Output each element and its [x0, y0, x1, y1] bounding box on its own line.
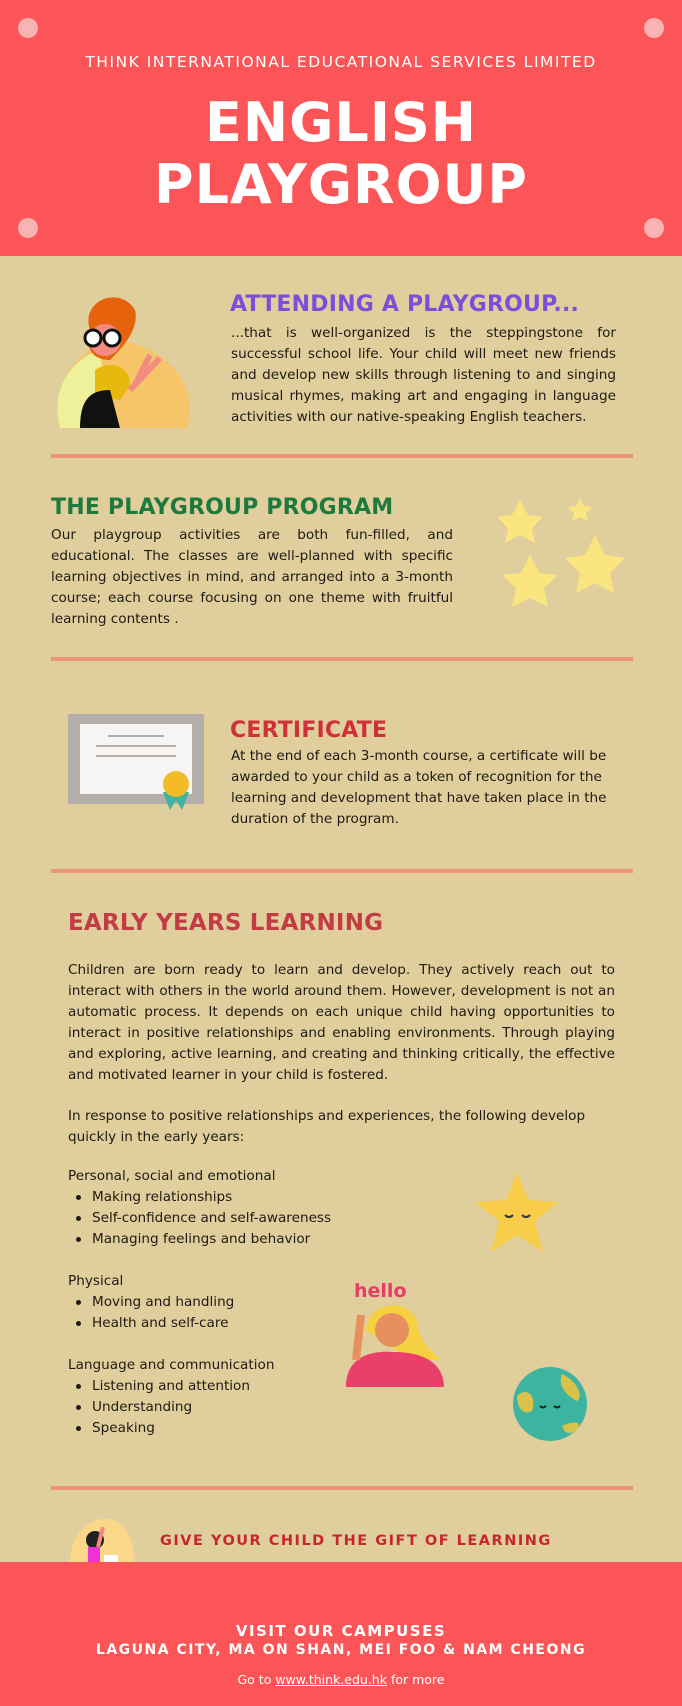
- list-item: Health and self-care: [68, 1313, 368, 1334]
- certificate-heading: CERTIFICATE: [230, 718, 388, 743]
- program-text: Our playgroup activities are both fun-filled, and educational. The classes are well-planned with specific learning objectives in mind, and arranged into a 3-month course; each course focusing on one theme with fruitful learning contents .: [51, 527, 453, 627]
- attending-text: ...that is well-organized is the steppingstone for successful school life. Your child will meet new friends and develop new skills through listening to and singing musical rhymes, making art and engaging in language activities with our native-speaking English teachers.: [231, 325, 616, 425]
- list-item: Making relationships: [68, 1187, 368, 1208]
- list-item: Moving and handling: [68, 1292, 368, 1313]
- early-years-intro: In response to positive relationships and experiences, the following develop quickly in the early years:: [68, 1108, 586, 1145]
- corner-dot: [18, 18, 38, 38]
- teacher-illustration-icon: [50, 290, 192, 428]
- waving-girl-icon: [346, 1300, 446, 1387]
- website-line: [0, 1672, 682, 1687]
- globe-icon: [512, 1366, 588, 1442]
- early-years-paragraph: Children are born ready to learn and develop. They actively reach out to interact with others in the world around them. However, development is not an automatic process. It depends on each unique child having opportunities to interact in positive relationships and enabling environments. Through playing and exploring, active learning, and creating and thinking critically, the effective and motivated learner in your child is fostered.: [68, 962, 615, 1083]
- campus-list: LAGUNA CITY, MA ON SHAN, MEI FOO & NAM CHEONG: [95, 1642, 587, 1658]
- page-title: [0, 92, 682, 216]
- smiling-star-icon: [472, 1170, 562, 1254]
- divider: [51, 657, 633, 661]
- divider: [51, 454, 633, 458]
- group-title: Physical: [68, 1273, 124, 1289]
- footer: [0, 1562, 682, 1706]
- list-item: Listening and attention: [68, 1376, 368, 1397]
- website-link[interactable]: www.think.edu.hk: [275, 1672, 387, 1687]
- program-heading: THE PLAYGROUP PROGRAM: [51, 495, 394, 520]
- divider: [51, 1486, 633, 1490]
- go-to-text: Go to: [237, 1672, 272, 1687]
- title-line: PLAYGROUP: [154, 153, 528, 216]
- hello-text: hello: [354, 1280, 407, 1302]
- group-title: Personal, social and emotional: [68, 1168, 276, 1184]
- corner-dot: [18, 218, 38, 238]
- certificate-icon: [68, 714, 204, 810]
- for-more-text: for more: [390, 1672, 445, 1687]
- list-item: Speaking: [68, 1418, 368, 1439]
- development-list: [68, 1166, 368, 1439]
- group-title: Language and communication: [68, 1357, 275, 1373]
- list-item: Understanding: [68, 1397, 368, 1418]
- visit-heading: VISIT OUR CAMPUSES: [235, 1622, 447, 1640]
- attending-heading: ATTENDING A PLAYGROUP...: [230, 292, 580, 317]
- certificate-text: At the end of each 3-month course, a certificate will be awarded to your child as a token of recognition for the learning and development that have taken place in the duration of the program.: [231, 748, 607, 827]
- gift-tagline: GIVE YOUR CHILD THE GIFT OF LEARNING: [160, 1533, 552, 1549]
- divider: [51, 869, 633, 873]
- stars-illustration-icon: [480, 495, 635, 630]
- corner-dot: [644, 18, 664, 38]
- title-line: ENGLISH: [205, 91, 477, 154]
- early-years-heading: EARLY YEARS LEARNING: [68, 910, 384, 936]
- list-item: Managing feelings and behavior: [68, 1229, 368, 1250]
- company-name: THINK INTERNATIONAL EDUCATIONAL SERVICES LIMITED: [85, 53, 597, 71]
- list-item: Self-confidence and self-awareness: [68, 1208, 368, 1229]
- corner-dot: [644, 218, 664, 238]
- header-banner: [0, 0, 682, 256]
